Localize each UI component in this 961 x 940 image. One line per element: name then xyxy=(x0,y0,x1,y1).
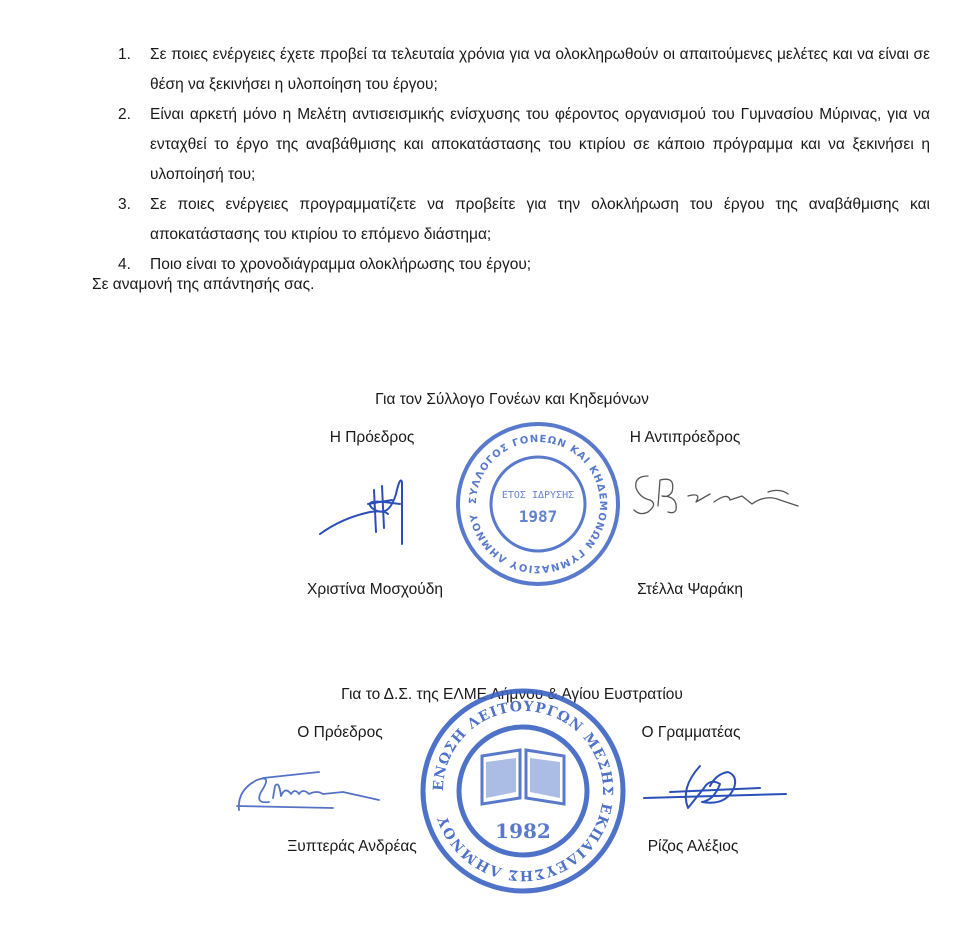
question-number: 1. xyxy=(118,46,131,63)
elme-secretary-name: Ρίζος Αλέξιος xyxy=(647,838,739,855)
question-text: Ποιο είναι το χρονοδιάγραμμα ολοκλήρωσης του έργου; xyxy=(150,256,532,273)
question-number: 4. xyxy=(118,256,131,273)
elme-heading: Για το Δ.Σ. της ΕΛΜΕ Λήμνου & Αγίου Ευστρατίου xyxy=(341,686,683,703)
question-item xyxy=(118,40,930,100)
parents-vice-president-role: Η Αντιπρόεδρος xyxy=(629,429,741,446)
question-number: 2. xyxy=(118,106,131,123)
parents-vice-president-name: Στέλλα Ψαράκη xyxy=(637,581,743,598)
parents-vice-president-signature xyxy=(630,466,810,526)
parents-president-role: Η Πρόεδρος xyxy=(329,429,415,446)
closing-line: Σε αναμονή της απάντησής σας. xyxy=(92,276,315,293)
stamp-year: 1987 xyxy=(518,507,558,526)
stamp-ring-text: ΕΝΩΣΗ ΛΕΙΤΟΥΡΓΩΝ ΜΕΣΗΣ ΕΚΠΑΙΔΕΥΣΗΣ ΛΗΜΝΟΥ xyxy=(430,698,616,884)
elme-stamp xyxy=(420,688,626,894)
parents-president-signature xyxy=(312,474,412,546)
parents-heading: Για τον Σύλλογο Γονέων και Κηδεμόνων xyxy=(375,391,649,408)
question-item xyxy=(118,100,930,190)
elme-president-signature xyxy=(233,760,383,818)
parents-president-name: Χριστίνα Μοσχούδη xyxy=(307,581,443,598)
open-book-icon xyxy=(482,750,564,804)
questions-list xyxy=(118,40,930,280)
elme-president-role: Ο Πρόεδρος xyxy=(297,724,383,741)
stamp-year: 1982 xyxy=(495,819,551,843)
stamp-center-text: ΕΤΟΣ ΙΔΡΥΣΗΣ xyxy=(501,490,575,501)
elme-secretary-role: Ο Γραμματέας xyxy=(641,724,741,741)
question-item xyxy=(118,190,930,250)
question-text: Είναι αρκετή μόνο η Μελέτη αντισεισμικής ενίσχυσης του φέροντος οργανισμού του Γυμνασίου Μύρινας, για να ενταχθεί το έργο της αναβάθμισης και αποκατάστασης του κτιρίου σε κάποιο πρόγραμμα και να ξεκινήσει η υλοποίησή του; xyxy=(150,106,930,183)
elme-president-name: Ξυπτεράς Ανδρέας xyxy=(287,838,417,855)
parents-association-stamp xyxy=(452,418,624,590)
question-number: 3. xyxy=(118,196,131,213)
elme-secretary-signature xyxy=(640,758,790,816)
question-text: Σε ποιες ενέργειες έχετε προβεί τα τελευταία χρόνια για να ολοκληρωθούν οι απαιτούμενες μελέτες και να είναι σε θέση να ξεκινήσει η υλοποίηση του έργου; xyxy=(150,46,930,93)
question-text: Σε ποιες ενέργειες προγραμματίζετε να προβείτε για την ολοκλήρωση του έργου της αναβάθμισης και αποκατάστασης του κτιρίου το επόμενο διάστημα; xyxy=(150,196,930,243)
stamp-ring-text: ΣΥΛΛΟΓΟΣ ΓΟΝΕΩΝ ΚΑΙ ΚΗΔΕΜΟΝΩΝ ΓΥΜΝΑΣΙΟΥ ΛΗΜΝΟΥ xyxy=(467,433,609,575)
